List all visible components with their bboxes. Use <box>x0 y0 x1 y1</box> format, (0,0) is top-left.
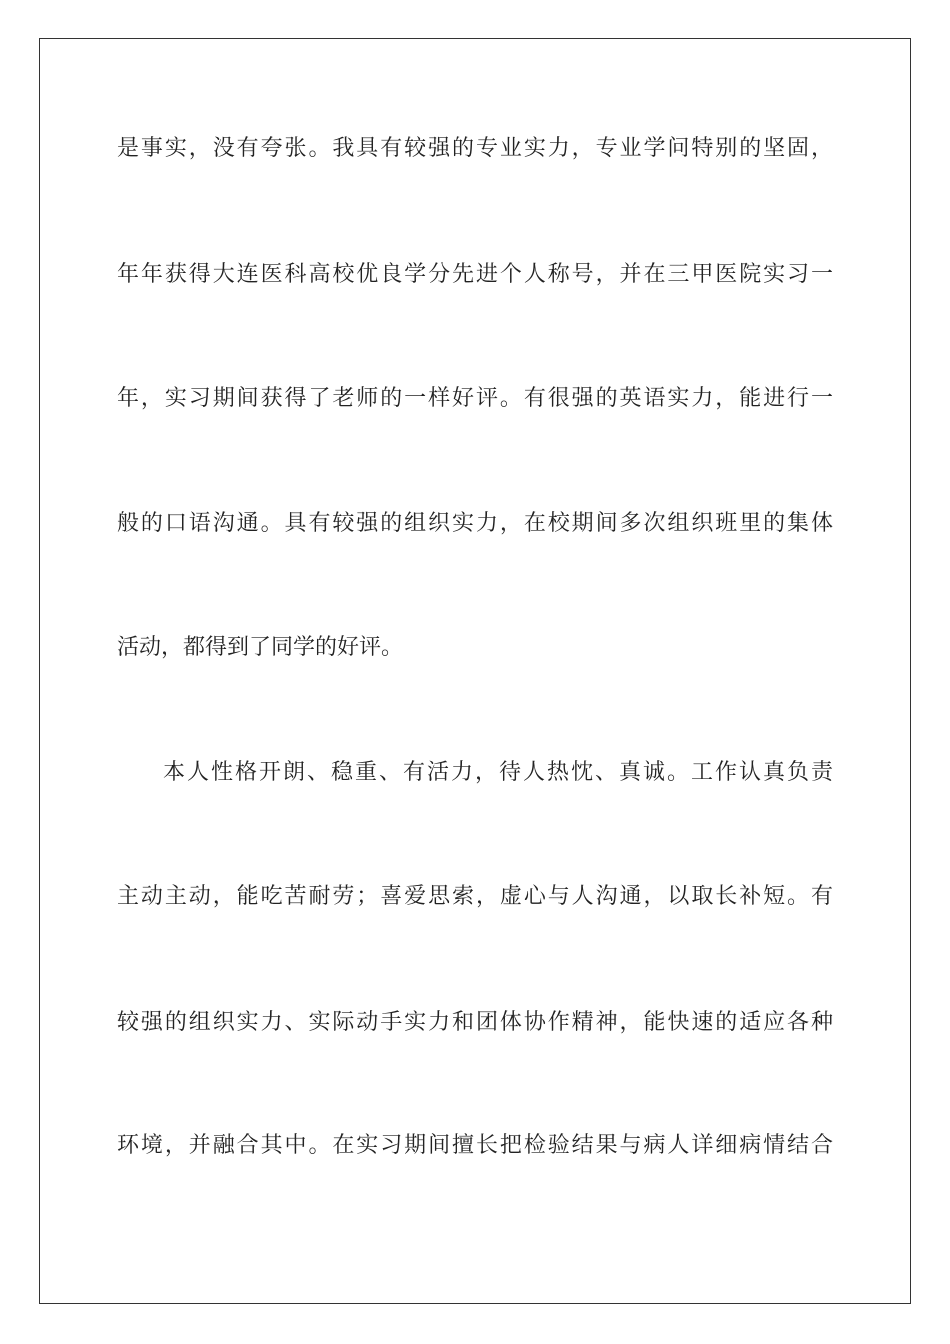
paragraph-line-6: 本人性格开朗、稳重、有活力，待人热忱、真诚。工作认真负责 <box>163 760 833 785</box>
paragraph-line-5: 活动，都得到了同学的好评。 <box>117 635 404 660</box>
page-border <box>39 38 911 1304</box>
paragraph-line-9: 环境，并融合其中。在实习期间擅长把检验结果与病人详细病情结合 <box>117 1133 833 1158</box>
paragraph-line-1: 是事实，没有夸张。我具有较强的专业实力，专业学问特别的坚固， <box>117 136 833 161</box>
paragraph-line-4: 般的口语沟通。具有较强的组织实力，在校期间多次组织班里的集体 <box>117 511 833 536</box>
paragraph-line-3: 年，实习期间获得了老师的一样好评。有很强的英语实力，能进行一 <box>117 386 833 411</box>
paragraph-line-2: 年年获得大连医科高校优良学分先进个人称号，并在三甲医院实习一 <box>117 262 833 287</box>
paragraph-line-7: 主动主动，能吃苦耐劳；喜爱思索，虚心与人沟通，以取长补短。有 <box>117 884 833 909</box>
paragraph-line-8: 较强的组织实力、实际动手实力和团体协作精神，能快速的适应各种 <box>117 1010 833 1035</box>
